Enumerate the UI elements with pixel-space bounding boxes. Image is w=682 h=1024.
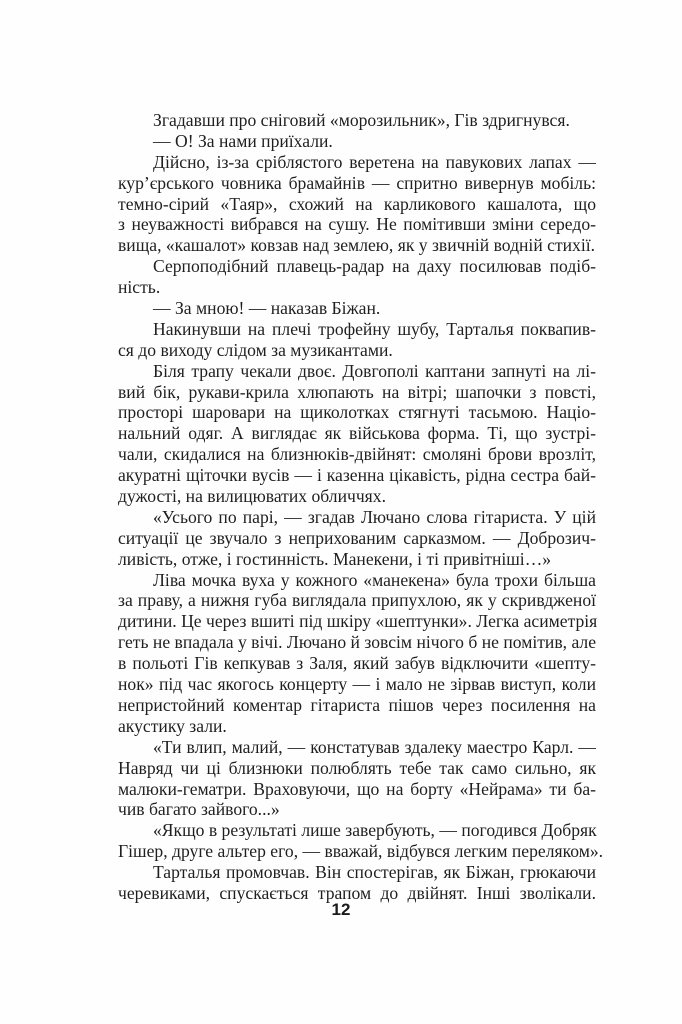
text-line: Серпоподібний плавець-радар на даху посилював подіб- <box>153 256 596 277</box>
text-line: — За мною! — наказав Біжан. <box>153 298 381 319</box>
paragraph <box>118 820 604 862</box>
paragraph <box>118 507 596 570</box>
paragraph <box>118 570 596 737</box>
paragraph <box>118 862 596 904</box>
text-line: акустику зали. <box>118 715 227 736</box>
text-line: Дійсно, із-за сріблястого веретена на павукових лапах — <box>153 151 596 172</box>
text-line: дужості, на вилицюватих обличчях. <box>118 486 386 507</box>
paragraph <box>118 256 596 298</box>
paragraph <box>118 298 596 319</box>
text-line: Згадавши про сніговий «морозильник», Гів здригнувся. <box>153 110 570 130</box>
text-line: черевиками, спускається трапом до двійнят. Інші зволікали. <box>118 882 596 903</box>
text-line: чив багато зайвого...» <box>118 799 280 820</box>
text-line: вища, «кашалот» ковзав над землею, як у звичній водній стихії. <box>118 235 596 256</box>
text-line: нальний одяг. А виглядає як військова форма. Ті, що зустрі- <box>118 423 596 444</box>
text-line: непристойний коментар гітариста пішов через посилення на <box>118 694 596 715</box>
text-line: темно-сірий «Таяр», схожий на карликового кашалота, що <box>118 193 596 214</box>
text-line: просторі шаровари на щиколотках стягнуті тасьмою. Націо- <box>118 402 596 423</box>
text-line: в польоті Гів кепкував з Заля, який забув відключити «шепту- <box>118 653 596 674</box>
text-line: за праву, а нижня губа виглядала припухлою, як у скривдженої <box>118 590 596 611</box>
text-line: ся до виходу слідом за музикантами. <box>118 339 393 360</box>
text-line: «Якщо в результаті лише завербують, — погодився Добряк <box>153 820 597 841</box>
text-line: малюки-гематри. Враховуючи, що на борту «Нейрама» ти ба- <box>118 778 596 799</box>
page-number: 12 <box>331 900 351 919</box>
text-line: Тарталья промовчав. Він спостерігав, як Біжан, грюкаючи <box>153 862 596 883</box>
text-line: Біля трапу чекали двоє. Довгополі каптани запнуті на лі- <box>153 360 596 381</box>
text-line: геть не впадала у вічі. Лючано й зовсім нічого б не помітив, але <box>118 632 597 653</box>
paragraph <box>118 319 596 361</box>
text-line: Навряд чи ці близнюки полюблять тебе так само сильно, як <box>118 757 596 778</box>
text-line: ливість, отже, і гостинність. Манекени, і ті привітніші…» <box>118 548 552 569</box>
paragraph <box>118 361 596 507</box>
paragraph <box>118 110 596 131</box>
text-line: ситуації це звучало з неприхованим сарказмом. — Доброзич- <box>118 527 596 548</box>
text-line: чали, скидалися на близнюків-двійнят: смоляні брови врозліт, <box>118 444 596 465</box>
text-line: Гішер, друге альтер его, — вважай, відбувся легким переляком». <box>118 841 604 862</box>
text-line: ність. <box>118 277 161 298</box>
text-line: кур’єрського човника брамайнів — спритно вивернув мобіль: <box>118 172 596 193</box>
text-line: «Усього по парі, — згадав Лючано слова гітариста. У цій <box>153 506 596 527</box>
text-line: «Ти влип, малий, — констатував здалеку маестро Карл. — <box>153 736 596 757</box>
text-line: — О! За нами приїхали. <box>153 130 333 151</box>
text-line: Ліва мочка вуха у кожного «манекена» була трохи більша <box>153 569 596 590</box>
text-line: з неуважності вибрався на сушу. Не помітивши зміни середо- <box>118 214 596 235</box>
text-line: вий бік, рукави-крила хлюпають на вітрі; шапочки з повсті, <box>118 381 596 402</box>
body-text <box>118 110 604 904</box>
text-line: дитини. Це через вшиті під шкіру «шептунки». Легка асиметрія <box>118 611 598 632</box>
paragraph <box>118 737 596 821</box>
paragraph <box>118 131 596 152</box>
paragraph <box>118 152 596 256</box>
text-line: Накинувши на плечі трофейну шубу, Тарталья поквапив- <box>153 318 596 339</box>
text-line: нок» під час якогось концерту — і мало не зірвав виступ, коли <box>118 674 596 695</box>
text-line: акуратні щіточки вусів — і казенна цікавість, рідна сестра бай- <box>118 465 596 486</box>
